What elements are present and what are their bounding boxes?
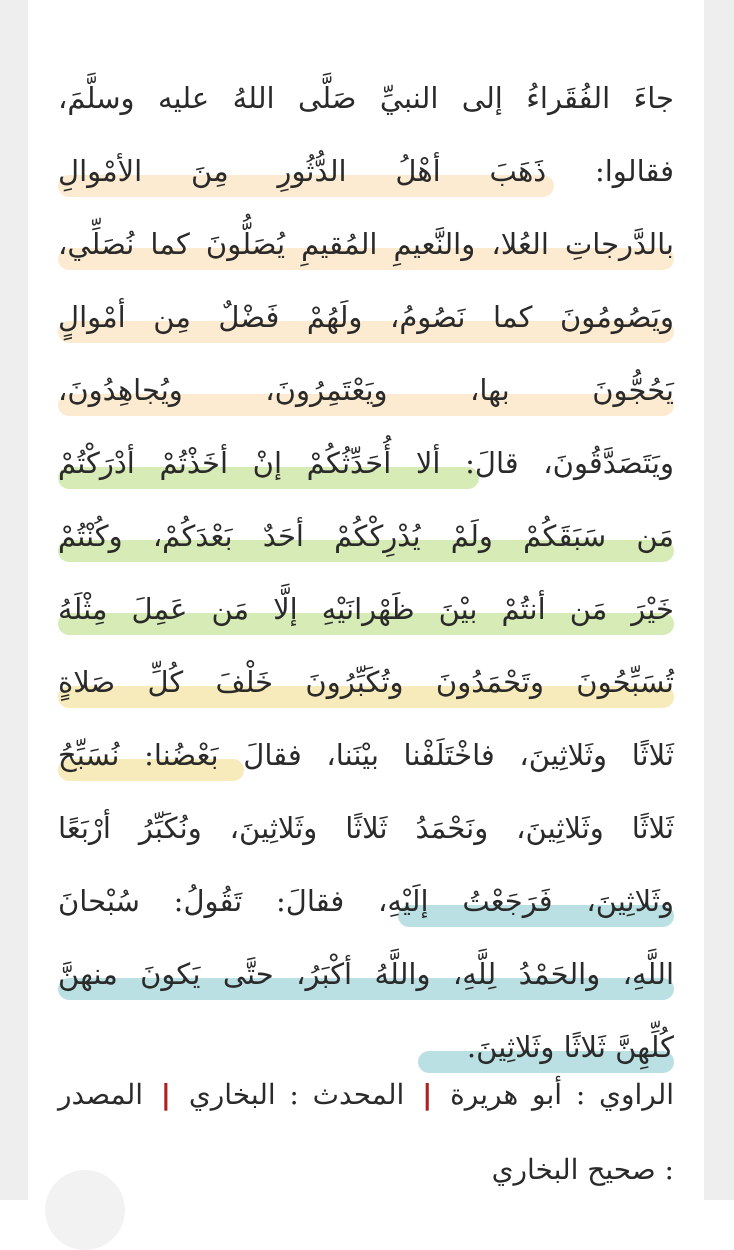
left-page-margin (0, 0, 28, 1200)
hadith-line: يَحُجُّونَ بها، ويَعْتَمِرُونَ، ويُجاهِدُونَ، (58, 354, 674, 427)
separator: | (160, 1078, 172, 1111)
hadith-line: ثَلاثًا وثَلاثِينَ، ونَحْمَدُ ثَلاثًا وثَلاثِينَ، ونُكَبِّرُ أرْبَعًا (58, 811, 674, 845)
right-page-margin (704, 0, 734, 1200)
hadith-line: خَيْرَ مَن أنتُمْ بيْنَ ظَهْرانَيْهِ إلَّا مَن عَمِلَ مِثْلَهُ (58, 573, 674, 646)
hadith-line: بالدَّرجاتِ العُلا، والنَّعيمِ المُقيمِ يُصَلُّونَ كما نُصَلِّي، (58, 208, 674, 281)
hadith-line: كُلِّهِنَّ ثَلاثًا وثَلاثِينَ. (58, 1011, 674, 1084)
separator: | (422, 1078, 433, 1111)
narrator-label: الراوي : أبو هريرة (450, 1078, 675, 1111)
hadith-line: اللَّهِ، والحَمْدُ لِلَّهِ، واللَّهُ أكْبَرُ، حتَّى يَكونَ منهنَّ (58, 938, 674, 1011)
hadith-line: مَن سَبَقَكُمْ ولَمْ يُدْرِكْكُمْ أحَدٌ بَعْدَكُمْ، وكُنْتُمْ (58, 500, 674, 573)
source-value: : صحيح البخاري (491, 1153, 674, 1186)
muhaddith-label: المحدث : البخاري (188, 1078, 405, 1111)
hadith-line: فقالوا: ذَهَبَ أهْلُ الدُّثُورِ مِنَ الأمْوالِ (58, 135, 674, 208)
hadith-line: ويَصُومُونَ كما نَصُومُ، ولَهُمْ فَضْلٌ مِن أمْوالٍ (58, 281, 674, 354)
hadith-line: وثَلاثِينَ، فَرَجَعْتُ إلَيْهِ، فقالَ: تَقُولُ: سُبْحانَ (58, 865, 674, 938)
hadith-text (58, 62, 674, 1084)
hadith-line: جاءَ الفُقَراءُ إلى النبيِّ صَلَّى اللهُ عليه وسلَّمَ، (58, 81, 674, 115)
hadith-line: ثَلاثًا وثَلاثِينَ، فاخْتَلَفْنا بيْنَنا، فقالَ بَعْضُنا: نُسَبِّحُ (58, 719, 674, 792)
source-value-row (58, 1145, 674, 1195)
scroll-button-edge[interactable] (45, 1170, 125, 1250)
hadith-line: ويَتَصَدَّقُونَ، قالَ: ألا أُحَدِّثُكُمْ إنْ أخَذْتُمْ أدْرَكْتُمْ (58, 427, 674, 500)
source-label: المصدر (58, 1078, 143, 1111)
hadith-line: تُسَبِّحُونَ وتَحْمَدُونَ وتُكَبِّرُونَ خَلْفَ كُلِّ صَلاةٍ (58, 646, 674, 719)
